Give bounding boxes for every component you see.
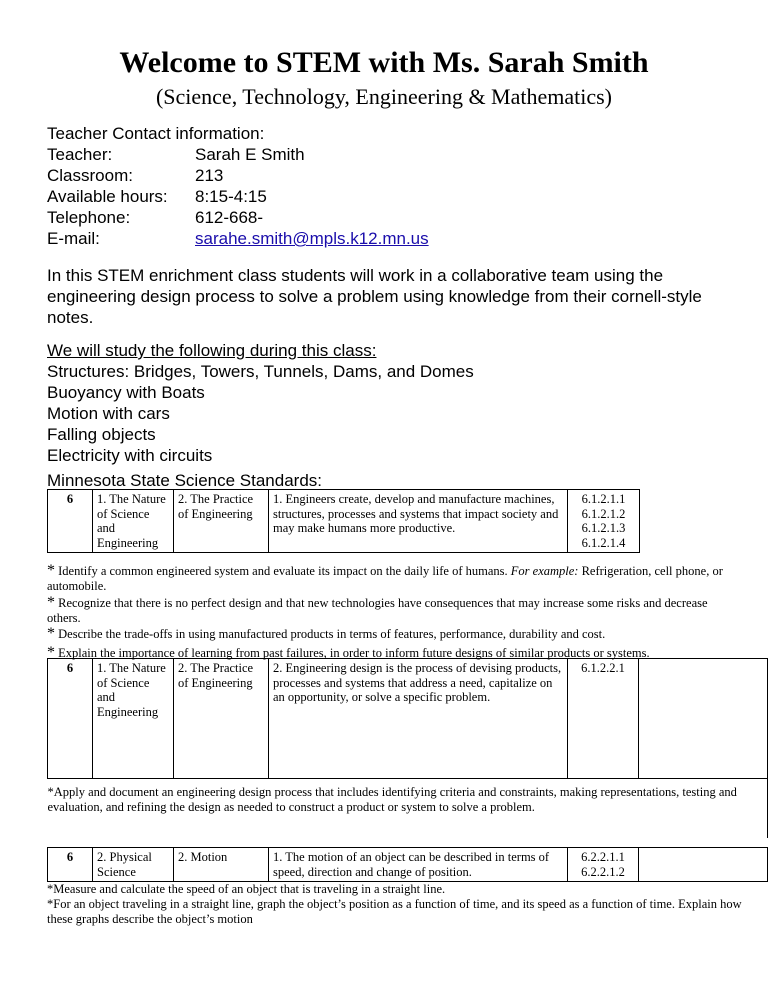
contact-value: Sarah E Smith: [195, 145, 305, 164]
contact-label: Teacher:: [47, 145, 113, 164]
benchmark-note: *For an object traveling in a straight line, graph the object’s position as a function of time, and its speed as a function of time. Explain how these graphs describe the object’s motion: [47, 897, 742, 926]
benchmark-code: 6.2.2.1.1: [581, 850, 625, 864]
substrand-cell: 2. The Practice of Engineering: [174, 659, 269, 779]
contact-value: 213: [195, 166, 224, 185]
study-item: Falling objects: [47, 425, 156, 444]
benchmark-code: 6.1.2.1.2: [581, 506, 626, 521]
contact-row-hours: [47, 186, 547, 207]
contact-value: 8:15-4:15: [195, 187, 267, 206]
bullet-star: *: [47, 594, 55, 611]
grade-cell: 6: [48, 490, 93, 553]
contact-label: Telephone:: [47, 208, 131, 227]
standard-cell: 2. Engineering design is the process of devising products, processes and systems that address a need, capitalize on an opportunity, or solve a specific problem.: [269, 659, 568, 779]
contact-label: Classroom:: [47, 166, 133, 185]
bullet-star: *: [47, 644, 55, 661]
study-heading: We will study the following during this class:: [47, 341, 377, 360]
standards-heading: Minnesota State Science Standards:: [47, 471, 322, 490]
email-link[interactable]: sarahe.smith@mpls.k12.mn.us: [195, 229, 429, 248]
grade-cell: 6: [48, 848, 93, 882]
contact-label: E-mail:: [47, 229, 100, 248]
contact-row-teacher: [47, 144, 547, 165]
bullet-star: *: [47, 562, 55, 579]
codes-cell: [568, 848, 639, 882]
codes-cell: [568, 490, 640, 553]
benchmark-bullet: * Describe the trade-offs in using manufactured products in terms of features, performance, durability and cost.: [47, 625, 606, 642]
page-title: Welcome to STEM with Ms. Sarah Smith: [119, 46, 649, 79]
contact-heading: Teacher Contact information:: [47, 124, 265, 143]
contact-value: 612-668-: [195, 208, 264, 227]
empty-cell: [639, 659, 768, 779]
contact-row-email: [47, 228, 547, 249]
page-subtitle: (Science, Technology, Engineering & Mathematics): [155, 84, 613, 109]
contact-row-telephone: [47, 207, 547, 228]
study-item: Structures: Bridges, Towers, Tunnels, Dams, and Domes: [47, 362, 474, 381]
benchmark-note: *Apply and document an engineering design process that includes identifying criteria and constraints, making representations, testing and evaluation, and refining the design as needed to construct a product or system to solve a problem.: [48, 779, 768, 839]
benchmark-code: 6.1.2.1.4: [581, 535, 626, 550]
bullet-star: *: [47, 625, 55, 642]
contact-row-classroom: [47, 165, 547, 186]
substrand-cell: 2. The Practice of Engineering: [174, 490, 269, 553]
benchmark-bullet: * Identify a common engineered system and evaluate its impact on the daily life of humans. For example: Refrigeration, cell phone, or automobile.: [47, 562, 723, 593]
standards-table-2: [47, 658, 768, 838]
intro-paragraph: In this STEM enrichment class students will work in a collaborative team using the engineering design process to solve a problem using knowledge from their cornell-style notes.: [47, 266, 702, 327]
strand-cell: 2. Physical Science: [93, 848, 174, 882]
codes-cell: 6.1.2.2.1: [568, 659, 639, 779]
grade-cell: 6: [48, 659, 93, 779]
study-item: Motion with cars: [47, 404, 170, 423]
strand-cell: 1. The Nature of Science and Engineering: [93, 490, 174, 553]
benchmark-note: *Measure and calculate the speed of an object that is traveling in a straight line.: [47, 882, 446, 896]
benchmark-code: 6.1.2.1.1: [581, 492, 626, 506]
benchmark-code: 6.2.2.1.2: [581, 864, 625, 879]
benchmark-bullet: * Recognize that there is no perfect design and that new technologies have consequences that may increase some risks and decrease others.: [47, 594, 708, 625]
empty-cell: [639, 848, 768, 882]
standard-cell: 1. The motion of an object can be described in terms of speed, direction and change of position.: [269, 848, 568, 882]
study-item: Electricity with circuits: [47, 446, 213, 465]
standards-table-1: [47, 489, 640, 553]
benchmark-code: 6.1.2.1.3: [581, 521, 626, 535]
contact-label: Available hours:: [47, 187, 168, 206]
standard-cell: 1. Engineers create, develop and manufacture machines, structures, processes and systems that impact society and may make humans more productive.: [269, 490, 568, 553]
standards-table-3: [47, 847, 768, 882]
study-item: Buoyancy with Boats: [47, 383, 205, 402]
strand-cell: 1. The Nature of Science and Engineering: [93, 659, 174, 779]
substrand-cell: 2. Motion: [174, 848, 269, 882]
benchmark-bullet: * Explain the importance of learning from past failures, in order to inform future designs of similar products or systems.: [47, 644, 650, 661]
